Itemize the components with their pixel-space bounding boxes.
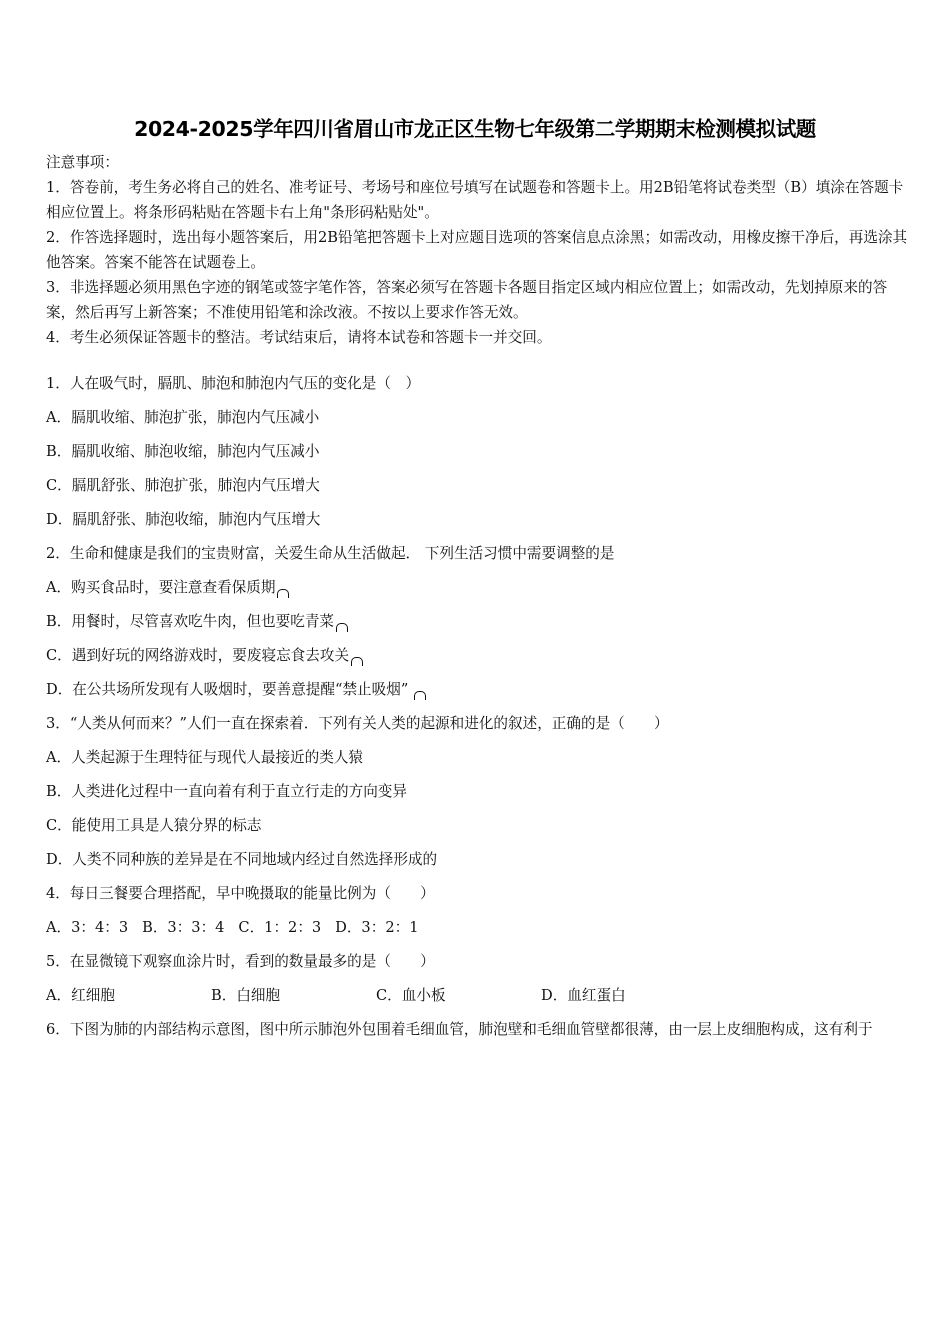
questions-section (46, 372, 910, 1052)
option-a: A．红细胞 (46, 987, 115, 1004)
options-row (46, 916, 910, 950)
option-text: C．遇到好玩的网络游戏时，要废寝忘食去攻关 (46, 647, 350, 664)
page-title: 2024-2025学年四川省眉山市龙正区生物七年级第二学期期末检测模拟试题 (134, 117, 816, 141)
option-b: B．3：3：4 (142, 919, 225, 936)
option-d: D．人类不同种族的差异是在不同地域内经过自然选择形成的 (46, 851, 438, 868)
option-c: C．膈肌舒张、肺泡扩张，肺泡内气压增大 (46, 477, 320, 494)
question-stem: 5．在显微镜下观察血涂片时，看到的数量最多的是（ ） (46, 953, 435, 970)
option-a: A．3：4：3 (46, 919, 129, 936)
notes-section (46, 150, 910, 350)
option-d (46, 678, 910, 712)
option-b: B．人类进化过程中一直向着有利于直立行走的方向变异 (46, 783, 407, 800)
blank-mark-icon (277, 589, 289, 598)
blank-mark-icon (414, 691, 426, 700)
note-item: 4．考生必须保证答题卡的整洁。考试结束后，请将本试卷和答题卡一并交回。 (46, 329, 552, 346)
question-stem: 2．生命和健康是我们的宝贵财富，关爱生命从生活做起． 下列生活习惯中需要调整的是 (46, 545, 615, 562)
option-c: C．血小板 (376, 987, 446, 1004)
option-a: A．膈肌收缩、肺泡扩张，肺泡内气压减小 (46, 409, 320, 426)
note-item: 3．非选择题必须用黑色字迹的钢笔或签字笔作答，答案必须写在答题卡各题目指定区域内相应位置上；如需改动，先划掉原来的答案，然后再写上新答案；不准使用铅笔和涂改液。不按以上要求作答无效。 (46, 279, 888, 321)
notes-heading: 注意事项： (46, 154, 119, 171)
option-d: D．血红蛋白 (541, 987, 626, 1004)
note-item: 1．答卷前，考生务必将自己的姓名、准考证号、考场号和座位号填写在试题卷和答题卡上。用2B铅笔将试卷类型（B）填涂在答题卡相应位置上。将条形码粘贴在答题卡右上角"条形码粘贴处"。 (46, 179, 904, 221)
question-stem: 1．人在吸气时，膈肌、肺泡和肺泡内气压的变化是（ ） (46, 375, 421, 392)
question-stem: 6．下图为肺的内部结构示意图，图中所示肺泡外包围着毛细血管，肺泡壁和毛细血管壁都很薄，由一层上皮细胞构成，这有利于 (46, 1021, 873, 1038)
option-b (46, 610, 910, 644)
option-b: B．白细胞 (211, 987, 281, 1004)
question-stem: 3．“人类从何而来？”人们一直在探索着．下列有关人类的起源和进化的叙述，正确的是（ ） (46, 715, 669, 732)
option-c: C．能使用工具是人猿分界的标志 (46, 817, 262, 834)
blank-mark-icon (351, 657, 363, 666)
option-c (46, 644, 910, 678)
option-d: D．膈肌舒张、肺泡收缩，肺泡内气压增大 (46, 511, 321, 528)
option-a (46, 576, 910, 610)
option-a: A．人类起源于生理特征与现代人最接近的类人猿 (46, 749, 364, 766)
option-c: C．1：2：3 (238, 919, 322, 936)
option-text: A．购买食品时，要注意查看保质期 (46, 579, 276, 596)
question-stem: 4．每日三餐要合理搭配，早中晚摄取的能量比例为（ ） (46, 885, 435, 902)
blank-mark-icon (336, 623, 348, 632)
option-b: B．膈肌收缩、肺泡收缩，肺泡内气压减小 (46, 443, 320, 460)
option-d: D．3：2：1 (335, 919, 419, 936)
note-item: 2．作答选择题时，选出每小题答案后，用2B铅笔把答题卡上对应题目选项的答案信息点涂黑；如需改动，用橡皮擦干净后，再选涂其他答案。答案不能答在试题卷上。 (46, 229, 908, 271)
option-text: B．用餐时，尽管喜欢吃牛肉，但也要吃青菜 (46, 613, 335, 630)
option-text: D．在公共场所发现有人吸烟时，要善意提醒“禁止吸烟” (46, 681, 409, 698)
